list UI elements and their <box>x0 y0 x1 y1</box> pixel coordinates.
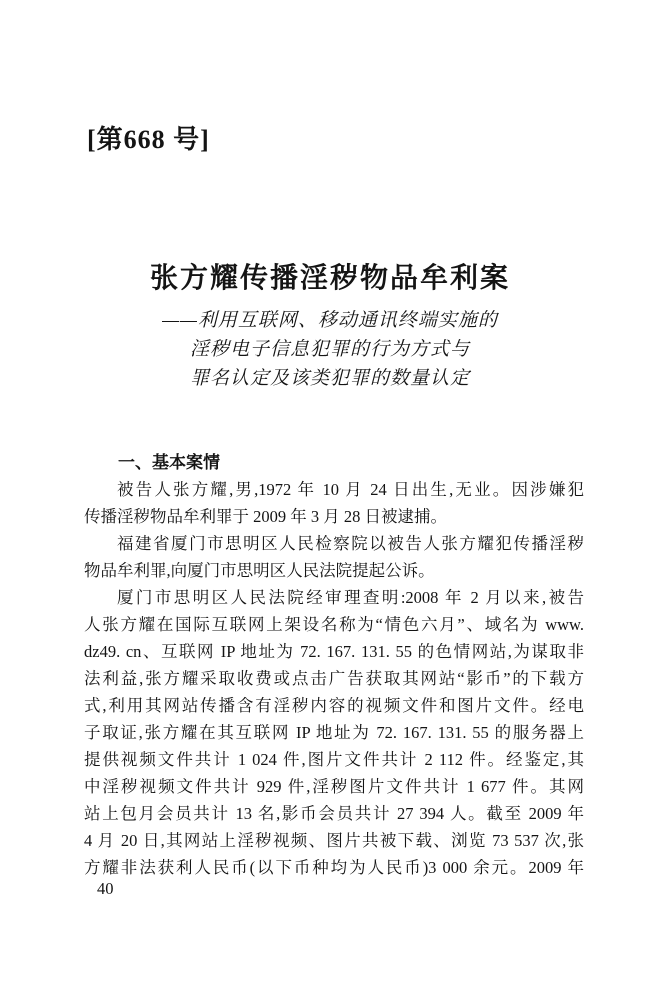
page-number: 40 <box>97 879 114 898</box>
paragraph-line: dz49. cn、互联网 IP 地址为 72. 167. 131. 55 的色情网站,为谋取非 <box>84 642 584 661</box>
paragraph-line: 物品牟利罪,向厦门市思明区人民法院提起公诉。 <box>84 561 435 580</box>
case-title: 张方耀传播淫秽物品牟利案 <box>149 263 510 294</box>
paragraph-line: 被告人张方耀,男,1972 年 10 月 24 日出生,无业。因涉嫌犯 <box>117 480 584 499</box>
case-subtitle <box>70 306 590 393</box>
paragraph-line: 福建省厦门市思明区人民检察院以被告人张方耀犯传播淫秽 <box>117 534 584 553</box>
body-text <box>84 449 584 881</box>
paragraph-line: 法利益,张方耀采取收费或点击广告获取其网站“影币”的下载方 <box>84 669 584 688</box>
paragraph-line: 站上包月会员共计 13 名,影币会员共计 27 394 人。截至 2009 年 <box>84 804 584 823</box>
paragraph-line: 提供视频文件共计 1 024 件,图片文件共计 2 112 件。经鉴定,其 <box>84 750 584 769</box>
paragraph-line: 厦门市思明区人民法院经审理查明:2008 年 2 月以来,被告 <box>117 588 584 607</box>
paragraph-line: 人张方耀在国际互联网上架设名称为“情色六月”、域名为 www. <box>84 615 584 634</box>
case-subtitle-line: 罪名认定及该类犯罪的数量认定 <box>189 368 470 389</box>
case-subtitle-line: ——利用互联网、移动通讯终端实施的 <box>162 310 498 331</box>
paragraph-line: 子取证,张方耀在其互联网 IP 地址为 72. 167. 131. 55 的服务器上 <box>84 723 584 742</box>
paragraphs <box>84 476 584 881</box>
paragraph-line: 式,利用其网站传播含有淫秽内容的视频文件和图片文件。经电 <box>84 696 584 715</box>
section-heading: 一、基本案情 <box>118 453 220 472</box>
paragraph-line: 中淫秽视频文件共计 929 件,淫秽图片文件共计 1 677 件。其网 <box>84 777 584 796</box>
paragraph-line: 方耀非法获利人民币(以下币种均为人民币)3 000 余元。2009 年 <box>84 858 584 877</box>
case-number: [第668 号] <box>87 125 210 154</box>
paragraph-line: 传播淫秽物品牟利罪于 2009 年 3 月 28 日被逮捕。 <box>84 507 447 526</box>
paragraph-line: 4 月 20 日,其网站上淫秽视频、图片共被下载、浏览 73 537 次,张 <box>84 831 584 850</box>
case-subtitle-line: 淫秽电子信息犯罪的行为方式与 <box>189 339 470 360</box>
